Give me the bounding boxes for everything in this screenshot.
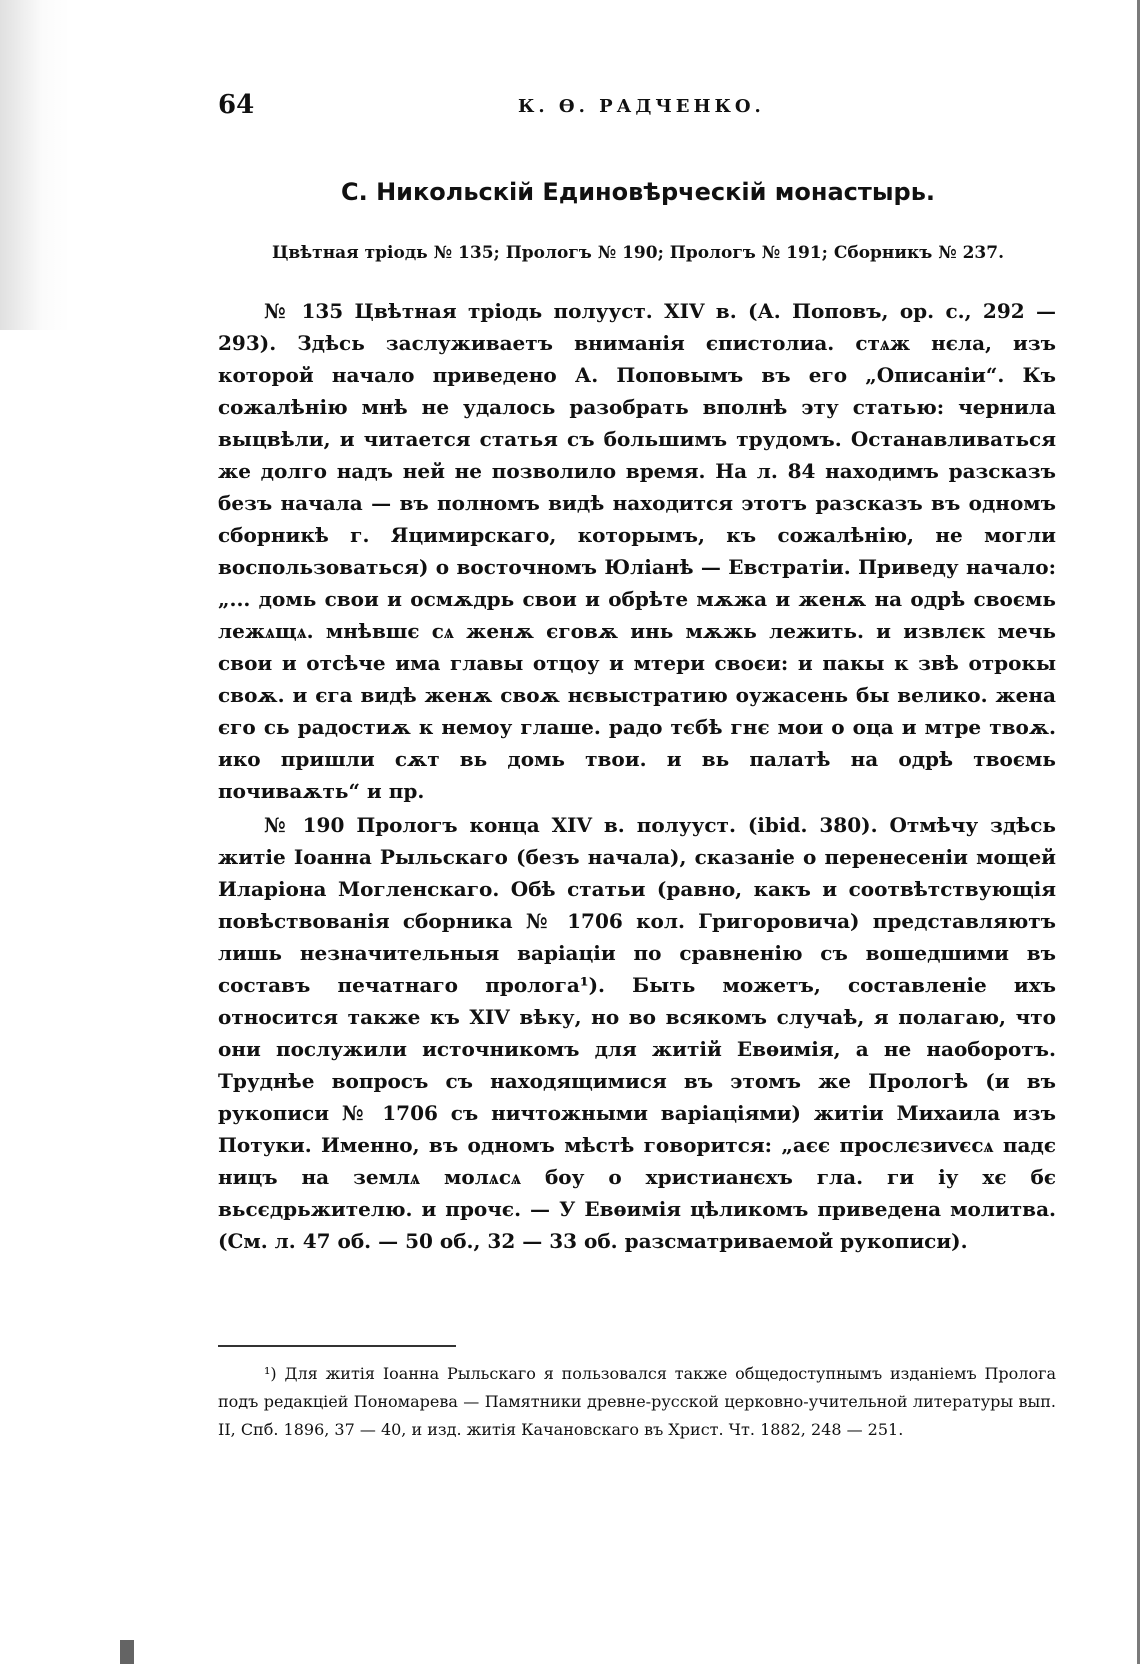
footnote-text: ¹) Для житія Іоанна Рыльскаго я пользовался также общедоступнымъ изданіемъ Пролога подъ редакціей Пономарева — Памятники древне-русской церковно-учительной литературы вып. II, Спб. 1896, 37 — 40, и изд. житія Качановскаго въ Христ. Чт. 1882, 248 — 251. [218,1364,1056,1439]
footnote-divider [218,1345,456,1347]
page-header [218,90,1058,130]
page-number: 64 [218,90,255,120]
paragraph-135: № 135 Цвѣтная тріодь полууст. XIV в. (А. Поповъ, ор. с., 292 — 293). Здѣсь заслуживаетъ вниманія єпистолиа. стѧж нєла, изъ которой начало приведено А. Поповымъ въ его „Описаніи“. Къ сожалѣнію мнѣ не удалось разобрать вполнѣ эту статью: чернила выцвѣли, и читается статья съ большимъ трудомъ. Останавливаться же долго надъ ней не позволило время. На л. 84 находимъ разсказъ безъ начала — въ полномъ видѣ находится этотъ разсказъ въ одномъ сборникѣ г. Яцимирскаго, которымъ, къ сожалѣнію, не могли воспользоваться) о восточномъ Юліанѣ — Евстратіи. Приведу начало: „... домь свои и осмѫдрь свои и обрѣте мѫжа и женѫ на одрѣ своємь лежѧщѧ. мнѣвшє сѧ женѫ єговѫ инь мѫжь лежить. и извлєк мечь свои и отсѣче има главы отцоу и мтери своєи: и пакы к звѣ отрокы своѫ. и єга видѣ женѫ своѫ нєвыстратию оужасень бы велико. жена єго сь радостиѫ к немоу глаше. радо тєбѣ гнє мои о оца и мтре твоѫ. ико пришли сѫт вь домь твои. и вь палатѣ на одрѣ твоємь почивaѫть“ и пр. [218,299,1056,803]
section-title: С. Никольскій Единовѣрческій монастырь. [341,178,935,206]
section-subtitle: Цвѣтная тріодь № 135; Прологъ № 190; Прологъ № 191; Сборникъ № 237. [271,243,1005,263]
footnote [218,1360,1056,1444]
body-text [218,295,1056,1257]
page-edge-shadow [0,0,70,330]
paragraph-190: № 190 Прологъ конца XIV в. полууст. (ibid. 380). Отмѣчу здѣсь житіе Іоанна Рыльскаго (безъ начала), сказаніе о перенесеніи мощей Иларіона Могленскаго. Обѣ статьи (равно, какъ и соотвѣтствующія повѣствованія сборника № 1706 кол. Григоровича) представляютъ лишь незначительныя варіаціи по сравненію съ вошедшими въ составъ печатнаго пролога¹). Быть можетъ, составленіе ихъ относится также къ XIV вѣку, но во всякомъ случаѣ, я полагаю, что они послужили источникомъ для житій Евѳимія, а не наоборотъ. Труднѣе вопросъ съ находящимися въ этомъ же Прологѣ (и въ рукописи № 1706 съ ничтожными варіаціями) житіи Михаила изъ Потуки. Именно, въ одномъ мѣстѣ говорится: „аєє прослєзиvєсѧ падє ницъ на землѧ молѧсѧ боу о христианєхъ гла. ги іу хє бє вьсєдрьжителю. и прочє. — У Евѳимія цѣликомъ приведена молитва. (См. л. 47 об. — 50 об., 32 — 33 об. разсматриваемой рукописи). [218,813,1056,1253]
scan-artifact [120,1640,134,1664]
running-head: К. Ө. РАДЧЕНКО. [518,96,765,117]
